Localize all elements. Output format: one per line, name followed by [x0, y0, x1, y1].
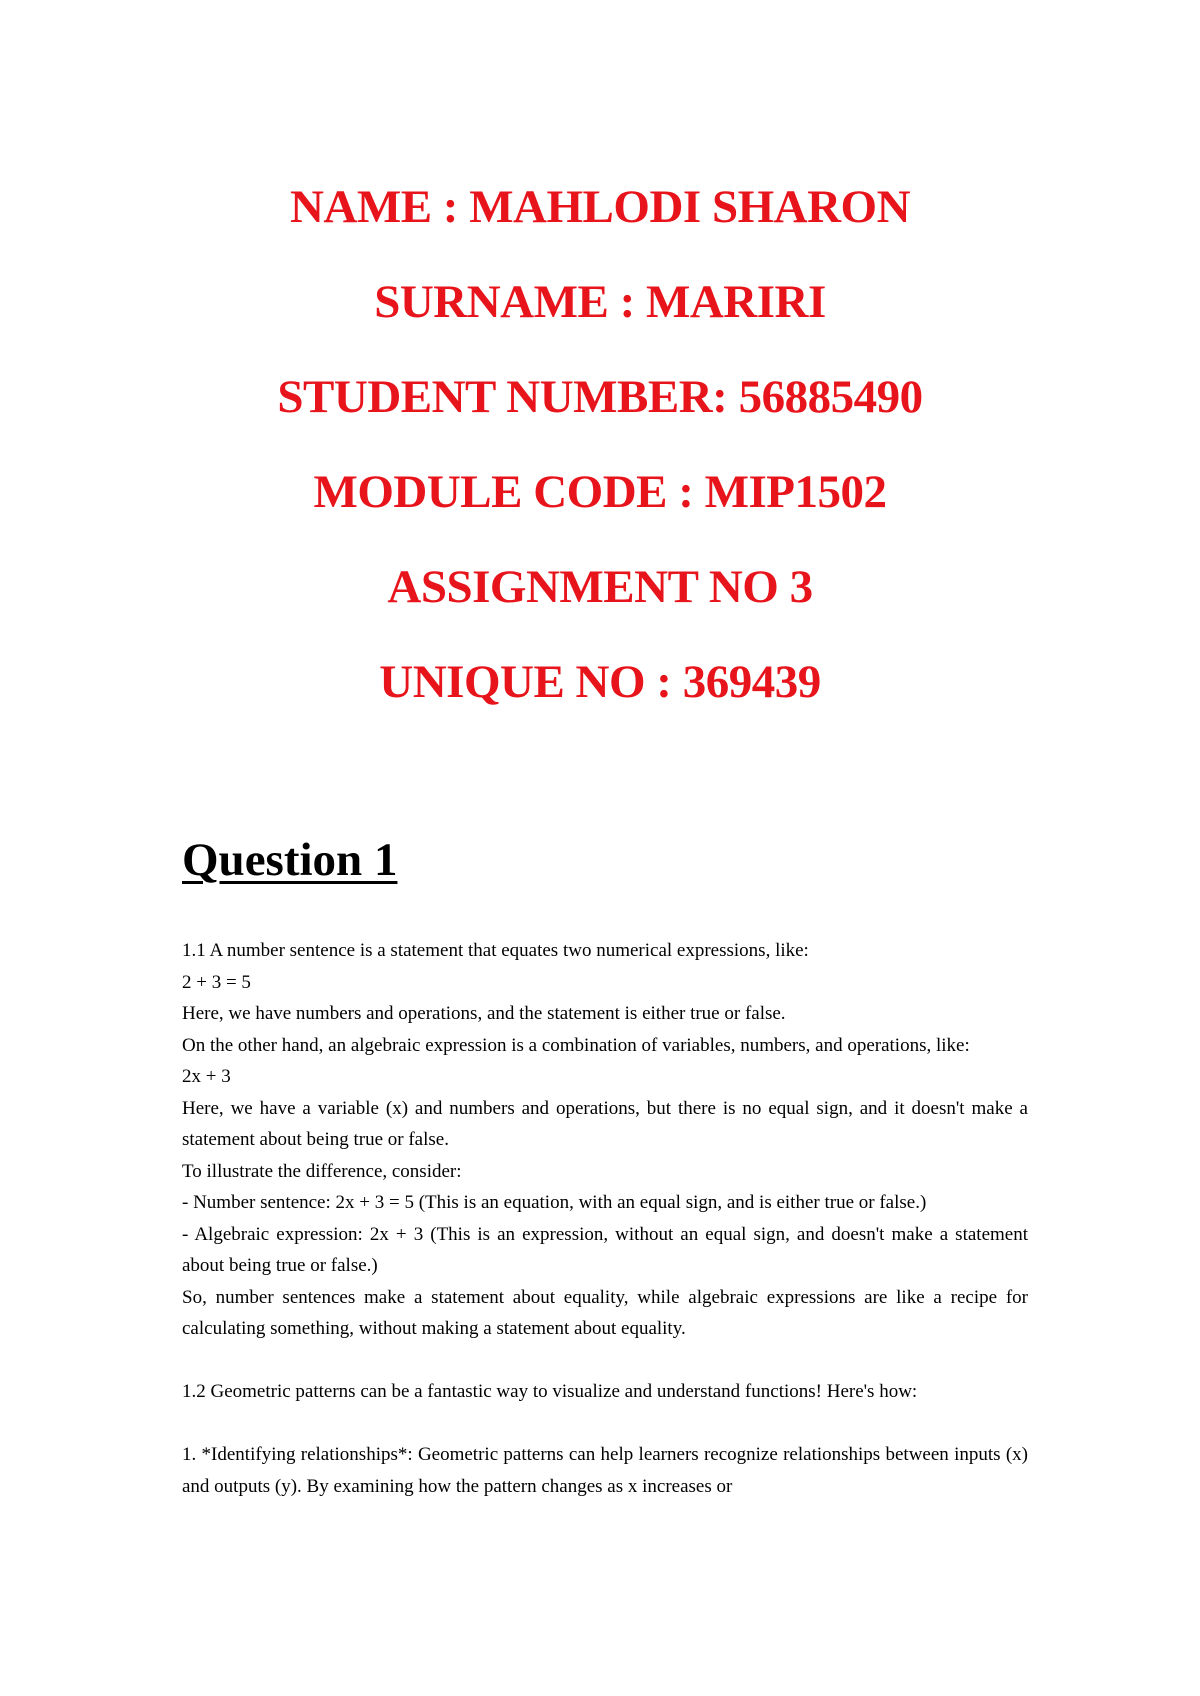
paragraph-example-number-sentence: 2 + 3 = 5 — [182, 971, 251, 993]
paragraph-number-explanation: Here, we have numbers and operations, and the statement is either true or false. — [182, 1003, 786, 1024]
surname-line: SURNAME : MARIRI — [374, 276, 826, 328]
assignment-line: ASSIGNMENT NO 3 — [387, 561, 813, 613]
paragraph-algebraic-definition: On the other hand, an algebraic expression is a combination of variables, numbers, and operations, like: — [182, 1034, 970, 1056]
name-line: NAME : MAHLODI SHARON — [289, 181, 911, 233]
module-code-line: MODULE CODE : MIP1502 — [313, 466, 887, 518]
paragraph-spacer — [182, 1345, 1028, 1377]
paragraph-number-sentence-item: - Number sentence: 2x + 3 = 5 (This is an equation, with an equal sign, and is either true or false.) — [182, 1192, 927, 1213]
paragraph-1-1-intro: 1.1 A number sentence is a statement that equates two numerical expressions, like: — [182, 940, 809, 961]
unique-no-line: UNIQUE NO : 369439 — [379, 656, 821, 708]
paragraph-summary: So, number sentences make a statement about equality, while algebraic expressions are like a recipe for calculating something, without making a statement about equality. — [182, 1286, 1028, 1339]
paragraph-example-expression: 2x + 3 — [182, 1066, 231, 1087]
question-title: Question 1 — [182, 834, 398, 886]
paragraph-spacer — [182, 1408, 1028, 1440]
question-content — [182, 935, 1028, 1502]
paragraph-identifying-relationships: 1. *Identifying relationships*: Geometric patterns can help learners recognize relationships between inputs (x) and outputs (y). By examining how the pattern changes as x increases or — [182, 1444, 1028, 1497]
paragraph-1-2-intro: 1.2 Geometric patterns can be a fantastic way to visualize and understand functions! Here's how: — [182, 1381, 918, 1402]
paragraph-algebraic-expression-item: - Algebraic expression: 2x + 3 (This is an expression, without an equal sign, and doesn't make a statement about being true or false.) — [182, 1223, 1028, 1276]
student-number-line: STUDENT NUMBER: 56885490 — [277, 371, 923, 423]
paragraph-expression-explanation: Here, we have a variable (x) and numbers and operations, but there is no equal sign, and it doesn't make a statement about being true or false. — [182, 1097, 1028, 1150]
student-info-header — [0, 160, 1200, 730]
paragraph-illustrate: To illustrate the difference, consider: — [182, 1160, 462, 1182]
